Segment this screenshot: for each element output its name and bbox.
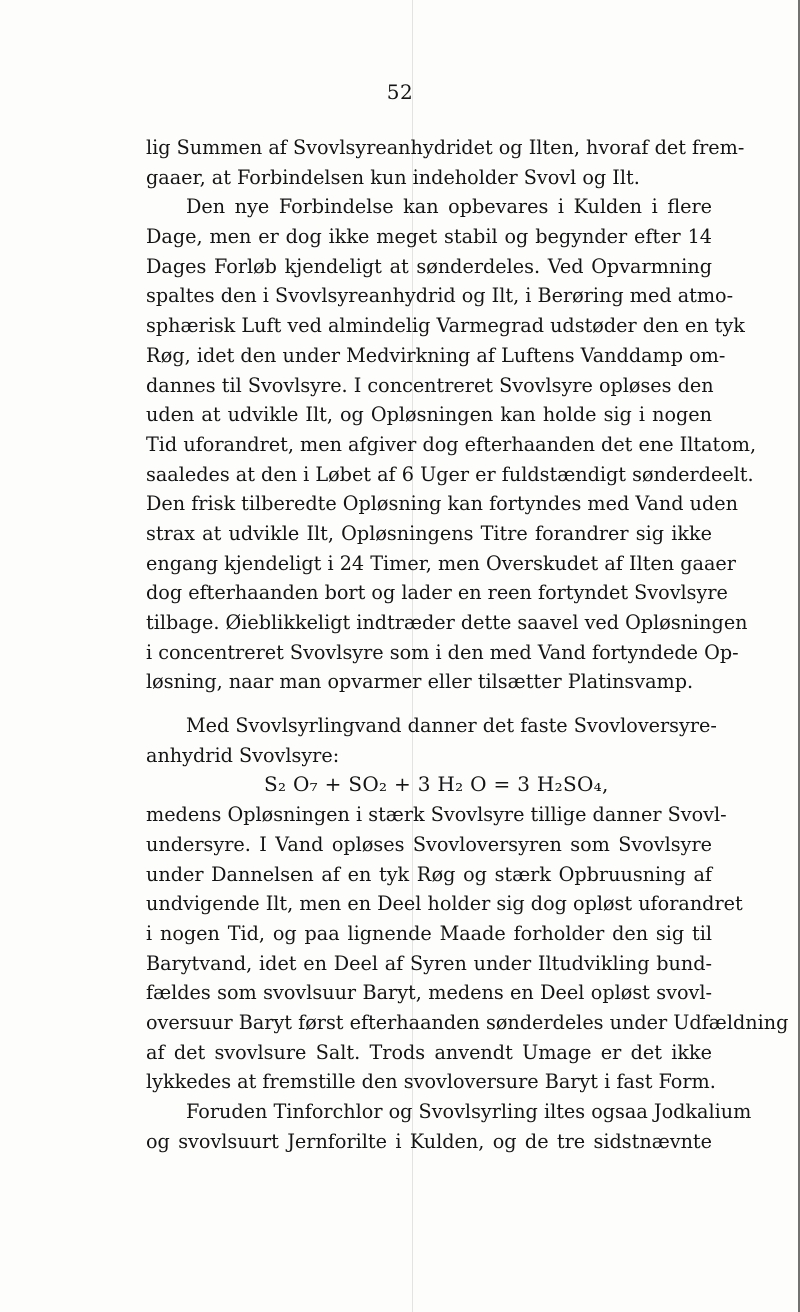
paragraph-gap [146,697,712,711]
text-line: saaledes at den i Løbet af 6 Uger er fuldstændigt sønderdeelt. [146,462,754,486]
text-line: undvigende Ilt, men en Deel holder sig dog opløst uforandret [146,892,743,916]
text-line: Foruden Tinforchlor og Svovlsyrling iltes ogsaa Jodkalium [186,1100,752,1123]
text-line: strax at udvikle Ilt, Opløsningens Titre forandrer sig ikke [146,521,712,545]
text-line: oversuur Baryt først efterhaanden sønderdeles under Udfældning [146,1010,789,1034]
text-line: lig Summen af Svovlsyreanhydridet og Ilten, hvoraf det frem- [146,136,745,159]
text-line: i nogen Tid, og paa lignende Maade forholder den sig til [146,921,712,945]
text-line: af det svovlsure Salt. Trods anvendt Umage er det ikke [146,1040,712,1064]
text-line: Tid uforandret, men afgiver dog efterhaanden det ene Iltatom, [146,432,757,456]
text-line: undersyre. I Vand opløses Svovloversyren som Svovlsyre [146,832,712,856]
text-line: spaltes den i Svovlsyreanhydrid og Ilt, i Berøring med atmo- [146,284,734,308]
text-line: Dage, men er dog ikke meget stabil og begynder efter 14 [146,225,712,249]
text-line: medens Opløsningen i stærk Svovlsyre tillige danner Svovl- [146,803,727,827]
chemical-equation: S₂ O₇ + SO₂ + 3 H₂ O = 3 H₂SO₄, [264,772,609,797]
text-line: engang kjendeligt i 24 Timer, men Overskudet af Ilten gaaer [146,551,736,575]
text-line: Den nye Forbindelse kan opbevares i Kulden i flere [186,195,712,219]
text-line: sphærisk Luft ved almindelig Varmegrad udstøder den en tyk [146,314,745,338]
text-line: Barytvand, idet en Deel af Syren under Iltudvikling bund- [146,951,712,975]
text-line: dannes til Svovlsyre. I concentreret Svovlsyre opløses den [146,373,714,397]
text-line: anhydrid Svovlsyre: [146,743,340,767]
page-number: 52 [386,80,414,104]
text-line: løsning, naar man opvarmer eller tilsætter Platinsvamp. [146,670,694,694]
text-line: dog efterhaanden bort og lader en reen fortyndet Svovlsyre [146,581,728,605]
text-line: lykkedes at fremstille den svovloversure Baryt i fast Form. [146,1070,716,1094]
text-line: i concentreret Svovlsyre som i den med Vand fortyndede Op- [146,640,739,664]
text-line: Den frisk tilberedte Opløsning kan fortyndes med Vand uden [146,492,738,516]
text-line: Dages Forløb kjendeligt at sønderdeles. Ved Opvarmning [146,254,712,278]
text-line: Med Svovlsyrlingvand danner det faste Svovloversyre- [186,714,717,738]
text-line: og svovlsuurt Jernforilte i Kulden, og de tre sidstnævnte [146,1129,712,1153]
text-line: under Dannelsen af en tyk Røg og stærk Opbruusning af [146,862,712,886]
text-line: tilbage. Øieblikkeligt indtræder dette saavel ved Opløsningen [146,611,748,634]
text-line: Røg, idet den under Medvirkning af Luftens Vanddamp om- [146,343,726,367]
text-line: gaaer, at Forbindelsen kun indeholder Svovl og Ilt. [146,165,640,189]
text-line: uden at udvikle Ilt, og Opløsningen kan holde sig i nogen [146,403,712,427]
body-text [146,133,789,1156]
text-line: fældes som svovlsuur Baryt, medens en Deel opløst svovl- [146,981,712,1005]
